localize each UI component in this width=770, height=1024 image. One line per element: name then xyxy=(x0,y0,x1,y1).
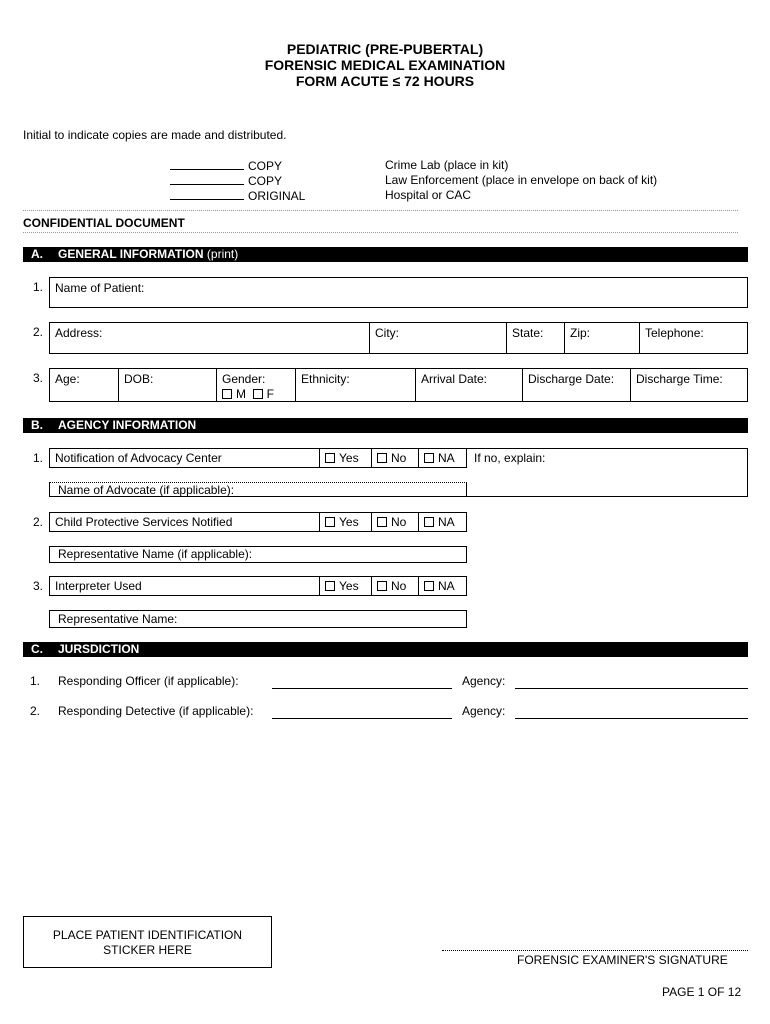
confidential-label: CONFIDENTIAL DOCUMENT xyxy=(23,216,185,230)
cps-row xyxy=(49,512,467,532)
initial-blank-1[interactable] xyxy=(170,158,244,170)
checkbox-label: F xyxy=(266,387,275,401)
field-label: Discharge Date: xyxy=(528,372,615,386)
discharge-date-field[interactable] xyxy=(522,369,630,401)
field-label: Arrival Date: xyxy=(421,372,488,386)
checkbox-label: NA xyxy=(438,451,455,465)
responding-officer-field[interactable] xyxy=(272,674,452,689)
copy-destination-1: Crime Lab (place in kit) xyxy=(385,158,509,172)
copy-line-1 xyxy=(170,158,282,174)
checkbox-icon xyxy=(377,453,387,463)
sticker-line-2: STICKER HERE xyxy=(103,943,192,957)
cps-label: Child Protective Services Notified xyxy=(49,512,320,532)
gender-m-checkbox[interactable] xyxy=(222,389,232,399)
section-b-header xyxy=(23,418,748,433)
initial-blank-2[interactable] xyxy=(170,173,244,185)
section-title-text: GENERAL INFORMATION xyxy=(58,247,204,261)
interpreter-row xyxy=(49,576,467,596)
detective-agency-field[interactable] xyxy=(515,704,748,719)
field-label: Zip: xyxy=(570,326,591,340)
field-label: State: xyxy=(512,326,544,340)
city-field[interactable] xyxy=(369,323,506,353)
interpreter-no[interactable] xyxy=(372,576,419,596)
field-label: Representative Name: xyxy=(58,612,178,626)
checkbox-label: No xyxy=(391,579,407,593)
field-label: Address: xyxy=(55,326,103,340)
field-label: Representative Name (if applicable): xyxy=(58,547,253,561)
section-note: (print) xyxy=(206,247,239,261)
advocacy-na[interactable] xyxy=(419,448,467,468)
cps-no[interactable] xyxy=(372,512,419,532)
cps-yes[interactable] xyxy=(320,512,372,532)
state-field[interactable] xyxy=(506,323,564,353)
checkbox-label: NA xyxy=(438,579,455,593)
advocate-name-field[interactable] xyxy=(49,482,467,497)
advocacy-yes[interactable] xyxy=(320,448,372,468)
discharge-time-field[interactable] xyxy=(630,369,747,401)
patient-id-sticker-box xyxy=(23,916,272,968)
row-number: 1. xyxy=(32,280,43,294)
checkbox-label: Yes xyxy=(339,579,359,593)
detective-agency-label: Agency: xyxy=(462,704,506,718)
checkbox-label: Yes xyxy=(339,451,359,465)
signature-line[interactable] xyxy=(442,950,748,951)
explain-field[interactable] xyxy=(467,448,748,497)
sticker-line-1: PLACE PATIENT IDENTIFICATION xyxy=(52,928,243,942)
checkbox-label: NA xyxy=(438,515,455,529)
checkbox-icon xyxy=(377,517,387,527)
advocacy-row xyxy=(49,448,467,468)
checkbox-label: Yes xyxy=(339,515,359,529)
checkbox-icon xyxy=(325,453,335,463)
field-label: Ethnicity: xyxy=(301,372,350,386)
address-field[interactable] xyxy=(50,323,369,353)
row-number: 2. xyxy=(32,325,43,339)
title-line-3: FORM ACUTE ≤ 72 HOURS xyxy=(295,73,475,89)
checkbox-label: M xyxy=(236,387,246,401)
divider-bottom xyxy=(23,232,738,233)
copy-instruction: Initial to indicate copies are made and distributed. xyxy=(23,128,287,142)
advocacy-label: Notification of Advocacy Center xyxy=(49,448,320,468)
row-number: 3. xyxy=(32,371,43,385)
ethnicity-field[interactable] xyxy=(295,369,415,401)
section-a-header xyxy=(23,247,748,262)
officer-agency-label: Agency: xyxy=(462,674,506,688)
zip-field[interactable] xyxy=(564,323,639,353)
gender-f-checkbox[interactable] xyxy=(253,389,263,399)
checkbox-icon xyxy=(424,453,434,463)
copy-destination-2: Law Enforcement (place in envelope on back of kit) xyxy=(385,173,658,187)
section-c-header xyxy=(23,642,748,657)
row-number: 1. xyxy=(29,674,40,688)
responding-officer-label: Responding Officer (if applicable): xyxy=(58,674,239,688)
demographics-row xyxy=(49,368,748,402)
field-label: Name of Patient: xyxy=(55,281,145,295)
field-label: DOB: xyxy=(124,372,154,386)
checkbox-label: No xyxy=(391,515,407,529)
dob-field[interactable] xyxy=(118,369,216,401)
field-label: Age: xyxy=(55,372,80,386)
checkbox-icon xyxy=(325,517,335,527)
field-label: Telephone: xyxy=(645,326,704,340)
copy-destination-3: Hospital or CAC xyxy=(385,188,472,202)
row-number: 2. xyxy=(29,704,40,718)
copy-label: COPY xyxy=(248,159,283,173)
copy-label: ORIGINAL xyxy=(248,189,306,203)
field-label: If no, explain: xyxy=(474,451,546,465)
section-title: JURSDICTION xyxy=(58,642,140,656)
row-number: 3. xyxy=(32,579,43,593)
section-title: AGENCY INFORMATION xyxy=(58,418,197,432)
interpreter-yes[interactable] xyxy=(320,576,372,596)
age-field[interactable] xyxy=(50,369,118,401)
section-letter: B. xyxy=(31,418,43,432)
cps-na[interactable] xyxy=(419,512,467,532)
field-label: Name of Advocate (if applicable): xyxy=(58,483,235,497)
checkbox-icon xyxy=(325,581,335,591)
checkbox-label: No xyxy=(391,451,407,465)
telephone-field[interactable] xyxy=(639,323,747,353)
title-line-1: PEDIATRIC (PRE-PUBERTAL) xyxy=(286,41,484,57)
officer-agency-field[interactable] xyxy=(515,674,748,689)
row-number: 1. xyxy=(32,451,43,465)
interpreter-na[interactable] xyxy=(419,576,467,596)
field-label: Discharge Time: xyxy=(636,372,723,386)
section-title xyxy=(58,247,238,262)
responding-detective-field[interactable] xyxy=(272,704,452,719)
interpreter-representative-field[interactable] xyxy=(49,610,467,628)
field-label: City: xyxy=(375,326,399,340)
patient-name-field[interactable] xyxy=(49,277,748,308)
gender-field xyxy=(216,369,295,401)
copy-line-3 xyxy=(170,188,305,204)
cps-representative-field[interactable] xyxy=(49,546,467,563)
section-letter: A. xyxy=(31,247,43,261)
page-number: PAGE 1 OF 12 xyxy=(662,985,742,999)
title-line-2: FORENSIC MEDICAL EXAMINATION xyxy=(264,57,506,73)
interpreter-label: Interpreter Used xyxy=(49,576,320,596)
initial-blank-3[interactable] xyxy=(170,188,244,200)
responding-detective-label: Responding Detective (if applicable): xyxy=(58,704,254,718)
address-row xyxy=(49,322,748,354)
signature-label: FORENSIC EXAMINER'S SIGNATURE xyxy=(517,953,728,967)
section-letter: C. xyxy=(31,642,43,656)
checkbox-icon xyxy=(377,581,387,591)
field-label: Gender: xyxy=(222,372,266,386)
divider-top xyxy=(23,210,738,211)
row-number: 2. xyxy=(32,515,43,529)
form-title xyxy=(0,41,770,89)
checkbox-icon xyxy=(424,517,434,527)
arrival-date-field[interactable] xyxy=(415,369,522,401)
advocacy-no[interactable] xyxy=(372,448,419,468)
copy-label: COPY xyxy=(248,174,283,188)
copy-line-2 xyxy=(170,173,282,189)
checkbox-icon xyxy=(424,581,434,591)
